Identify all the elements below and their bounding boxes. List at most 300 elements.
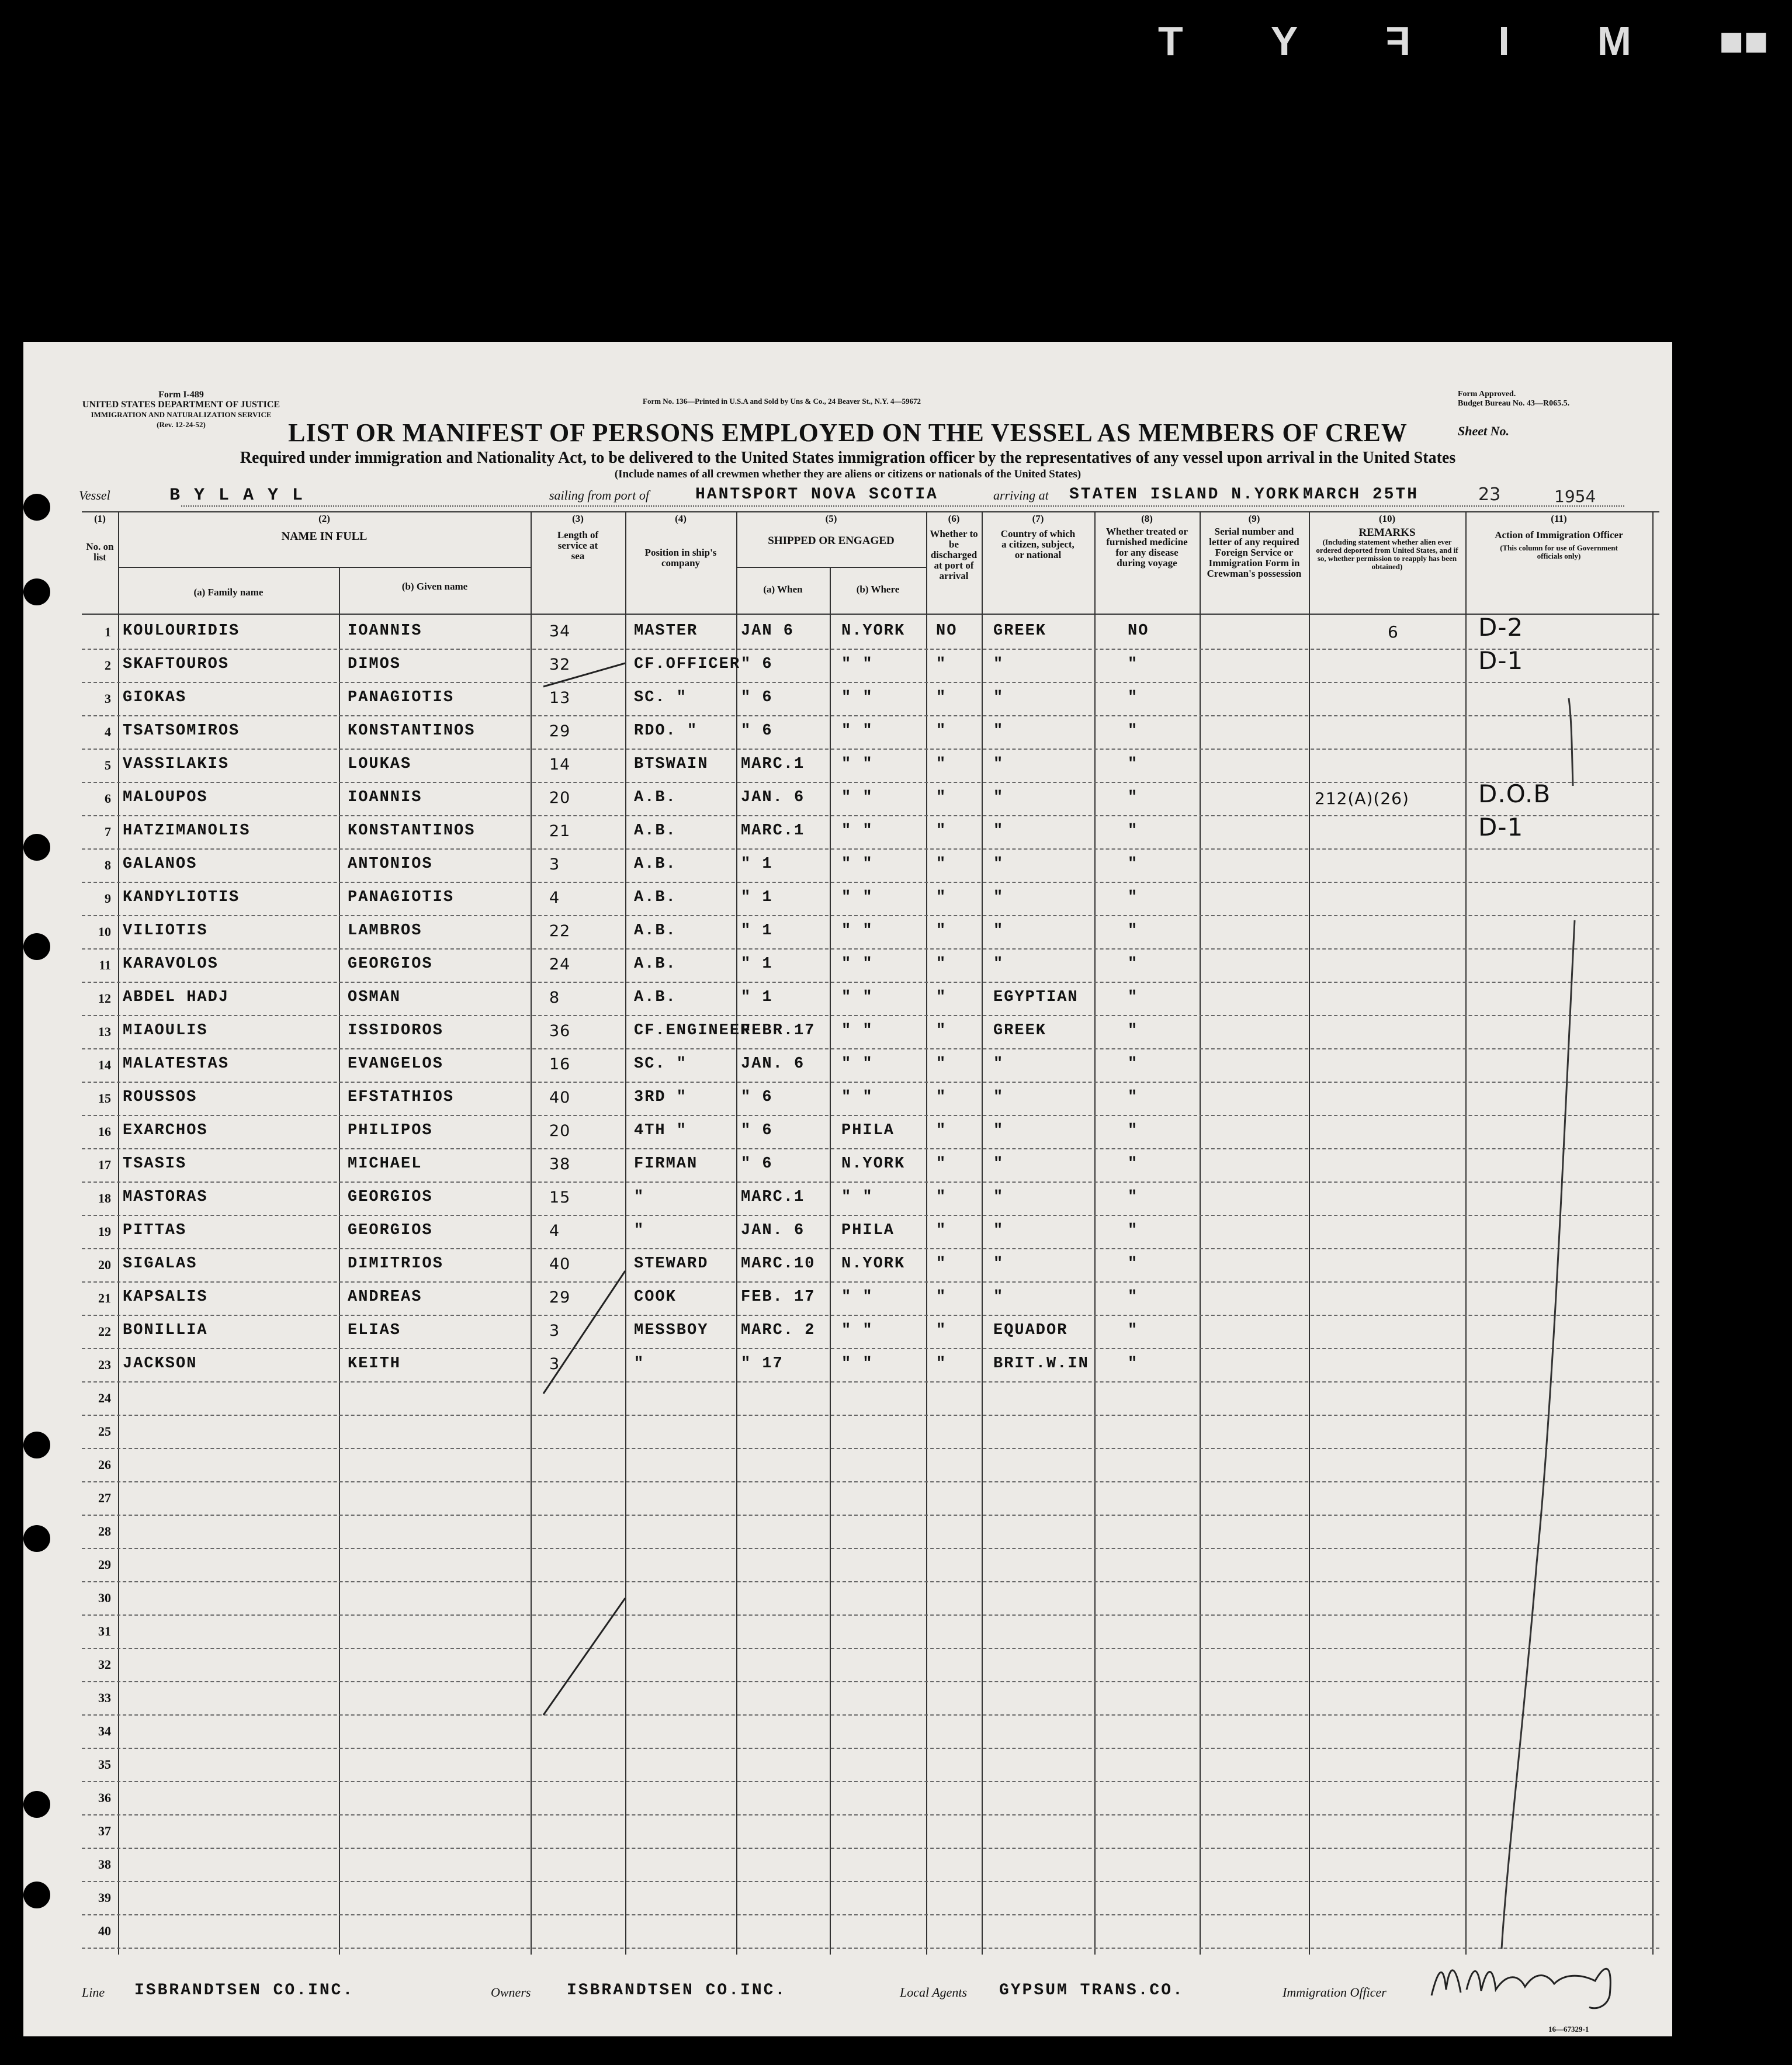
col-label: Action of Immigration Officer xyxy=(1495,529,1623,540)
cell-family: MIAOULIS xyxy=(123,1022,208,1040)
cell-country: EQUADOR xyxy=(993,1322,1068,1339)
cell-country: " xyxy=(993,889,1004,906)
row-number: 26 xyxy=(98,1457,111,1472)
cell-service: 3 xyxy=(549,855,560,874)
crew-table xyxy=(82,511,1659,1955)
cell-position: CF.ENGINEER xyxy=(634,1022,751,1040)
cell-given: ELIAS xyxy=(348,1322,401,1339)
cell-where: " " xyxy=(841,1288,874,1306)
cell-discharge: " xyxy=(936,855,947,873)
punch-hole xyxy=(23,494,50,521)
row-number: 6 xyxy=(105,791,111,806)
cell-treated: " xyxy=(1128,1189,1139,1206)
cell-discharge: " xyxy=(936,1222,947,1239)
punch-hole xyxy=(23,1791,50,1818)
cell-given: EFSTATHIOS xyxy=(348,1089,455,1106)
footer xyxy=(82,1978,1659,2007)
cell-when: MARC.1 xyxy=(741,822,805,840)
col-note: (This column for use of Government officials only) xyxy=(1500,543,1618,560)
line-value: ISBRANDTSEN CO.INC. xyxy=(134,1981,355,2000)
row-number: 23 xyxy=(98,1357,111,1372)
cell-remarks: 6 xyxy=(1388,622,1399,642)
cell-service: 34 xyxy=(549,622,571,640)
col-label: No. on list xyxy=(86,541,114,563)
cell-service: 8 xyxy=(549,989,560,1007)
voyage-underline xyxy=(181,505,1624,507)
officer-label: Immigration Officer xyxy=(1283,1985,1387,2000)
row-number: 40 xyxy=(98,1924,111,1938)
cell-country: " xyxy=(993,722,1004,740)
line-label: Line xyxy=(82,1985,105,2000)
row-number: 12 xyxy=(98,991,111,1006)
form-number: Form I-489 xyxy=(158,390,204,400)
cell-position: A.B. xyxy=(634,855,677,873)
cell-given: GEORGIOS xyxy=(348,1222,433,1239)
row-number: 20 xyxy=(98,1257,111,1272)
cell-position: BTSWAIN xyxy=(634,756,709,773)
cell-treated: " xyxy=(1128,1255,1139,1273)
col-num: (1) xyxy=(94,513,106,524)
cell-service: 20 xyxy=(549,789,571,807)
cell-given: OSMAN xyxy=(348,989,401,1006)
cell-where: " " xyxy=(841,1355,874,1373)
cell-country: " xyxy=(993,1189,1004,1206)
row-number: 25 xyxy=(98,1424,111,1439)
cell-family: JACKSON xyxy=(123,1355,197,1373)
cell-given: IOANNIS xyxy=(348,789,422,806)
cell-country: " xyxy=(993,756,1004,773)
cell-service: 20 xyxy=(549,1122,571,1140)
cell-service: 40 xyxy=(549,1089,571,1107)
cell-position: SC. " xyxy=(634,689,688,706)
row-number: 38 xyxy=(98,1857,111,1872)
cell-family: SKAFTOUROS xyxy=(123,656,230,673)
col-label: Country of which a citizen, subject, or national xyxy=(1000,528,1076,560)
row-number: 1 xyxy=(105,625,111,639)
cell-family: TSATSOMIROS xyxy=(123,722,240,740)
cell-family: MASTORAS xyxy=(123,1189,208,1206)
cell-position: " xyxy=(634,1355,645,1373)
cell-family: HATZIMANOLIS xyxy=(123,822,251,840)
cell-country: " xyxy=(993,922,1004,940)
cell-treated: " xyxy=(1128,822,1139,840)
cell-country: BRIT.W.IN xyxy=(993,1355,1089,1373)
row-number: 36 xyxy=(98,1790,111,1805)
cell-treated: NO xyxy=(1128,622,1149,640)
cell-treated: " xyxy=(1128,1355,1139,1373)
cell-treated: " xyxy=(1128,789,1139,806)
cell-treated: " xyxy=(1128,889,1139,906)
cell-service: 15 xyxy=(549,1189,571,1207)
row-number: 24 xyxy=(98,1391,111,1405)
cell-family: KANDYLIOTIS xyxy=(123,889,240,906)
form-subtitle-note: (Include names of all crewmen whether they are aliens or citizens or nationals of the United States) xyxy=(614,468,1082,480)
col-label: NAME IN FULL xyxy=(281,530,368,543)
row-number: 33 xyxy=(98,1690,111,1705)
service-strike xyxy=(543,1271,625,1394)
print-code: 16—67329-1 xyxy=(1548,2025,1589,2033)
film-mark: M xyxy=(1597,18,1632,64)
cell-treated: " xyxy=(1128,1022,1139,1040)
film-mark: I xyxy=(1498,18,1510,64)
cell-position: 4TH " xyxy=(634,1122,688,1139)
cell-given: LAMBROS xyxy=(348,922,422,940)
cell-discharge: " xyxy=(936,1355,947,1373)
cell-country: " xyxy=(993,1222,1004,1239)
cell-where: " " xyxy=(841,822,874,840)
cell-treated: " xyxy=(1128,1055,1139,1073)
col-label: SHIPPED OR ENGAGED xyxy=(768,535,895,547)
row-number: 11 xyxy=(99,958,111,972)
cell-family: SIGALAS xyxy=(123,1255,197,1273)
cell-discharge: " xyxy=(936,756,947,773)
cell-where: " " xyxy=(841,789,874,806)
row-number: 13 xyxy=(98,1024,111,1039)
row-number: 37 xyxy=(98,1824,111,1838)
cell-country: " xyxy=(993,955,1004,973)
cell-given: KONSTANTINOS xyxy=(348,722,476,740)
cell-given: GEORGIOS xyxy=(348,955,433,973)
cell-when: MARC. 2 xyxy=(741,1322,816,1339)
row-number: 19 xyxy=(98,1224,111,1239)
cell-position: A.B. xyxy=(634,889,677,906)
voyage-line xyxy=(23,481,1672,510)
row-number: 2 xyxy=(105,658,111,673)
cell-service: 4 xyxy=(549,1222,560,1240)
cell-treated: " xyxy=(1128,1322,1139,1339)
row-number: 4 xyxy=(105,725,111,739)
cell-position: A.B. xyxy=(634,922,677,940)
service-strike xyxy=(543,663,625,687)
cell-treated: " xyxy=(1128,1288,1139,1306)
col-num: (6) xyxy=(948,513,960,524)
cell-treated: " xyxy=(1128,922,1139,940)
film-mark: ■■ xyxy=(1719,18,1769,64)
cell-given: PANAGIOTIS xyxy=(348,689,455,706)
cell-service: 22 xyxy=(549,922,571,940)
action-tick xyxy=(1569,698,1573,786)
cell-country: EGYPTIAN xyxy=(993,989,1079,1006)
cell-where: " " xyxy=(841,722,874,740)
cell-where: " " xyxy=(841,1055,874,1073)
cell-when: JAN. 6 xyxy=(741,1222,805,1239)
row-number: 28 xyxy=(98,1524,111,1539)
col-label: Position in ship's company xyxy=(644,547,717,569)
cell-service: 38 xyxy=(549,1155,571,1173)
cell-given: DIMITRIOS xyxy=(348,1255,443,1273)
cell-when: JAN. 6 xyxy=(741,1055,805,1073)
punch-hole xyxy=(23,834,50,861)
cell-action: D-1 xyxy=(1478,813,1524,841)
cell-where: " " xyxy=(841,1022,874,1040)
col-sub-when: (a) When xyxy=(763,584,803,595)
cell-discharge: " xyxy=(936,955,947,973)
cell-service: 16 xyxy=(549,1055,571,1073)
cell-service: 40 xyxy=(549,1255,571,1273)
cell-country: " xyxy=(993,1055,1004,1073)
cell-discharge: NO xyxy=(936,622,958,640)
page-title: LIST OR MANIFEST OF PERSONS EMPLOYED ON THE VESSEL AS MEMBERS OF CREW xyxy=(288,418,1408,447)
cell-where: PHILA xyxy=(841,1222,895,1239)
row-number: 30 xyxy=(98,1591,111,1605)
cell-treated: " xyxy=(1128,689,1139,706)
approval-line-1: Form Approved. xyxy=(1458,390,1516,399)
cell-treated: " xyxy=(1128,989,1139,1006)
cell-family: BONILLIA xyxy=(123,1322,208,1339)
cell-discharge: " xyxy=(936,989,947,1006)
cell-country: " xyxy=(993,689,1004,706)
cell-position: RDO. " xyxy=(634,722,698,740)
film-mark: T xyxy=(1158,18,1184,64)
cell-family: KOULOURIDIS xyxy=(123,622,240,640)
row-number: 10 xyxy=(98,924,111,939)
cell-family: KARAVOLOS xyxy=(123,955,219,973)
approval-block xyxy=(1458,390,1569,408)
cell-discharge: " xyxy=(936,1255,947,1273)
cell-discharge: " xyxy=(936,722,947,740)
cell-when: FEBR.17 xyxy=(741,1022,816,1040)
cell-where: " " xyxy=(841,989,874,1006)
cell-when: " 6 xyxy=(741,1122,773,1139)
date-correction: 23 xyxy=(1478,484,1501,505)
cell-discharge: " xyxy=(936,689,947,706)
handwritten-strokes xyxy=(82,511,1659,1955)
cell-discharge: " xyxy=(936,1089,947,1106)
cell-country: " xyxy=(993,656,1004,673)
cell-discharge: " xyxy=(936,1055,947,1073)
vessel-label: Vessel xyxy=(79,488,110,503)
film-mark: Y xyxy=(1271,18,1298,64)
cell-service: 24 xyxy=(549,955,571,973)
cell-position: 3RD " xyxy=(634,1089,688,1106)
cell-when: " 6 xyxy=(741,689,773,706)
cell-given: GEORGIOS xyxy=(348,1189,433,1206)
cell-treated: " xyxy=(1128,855,1139,873)
cell-service: 36 xyxy=(549,1022,571,1040)
cell-country: " xyxy=(993,855,1004,873)
cell-where: " " xyxy=(841,955,874,973)
cell-where: " " xyxy=(841,689,874,706)
cell-service: 29 xyxy=(549,1288,571,1307)
cell-treated: " xyxy=(1128,955,1139,973)
cell-given: KONSTANTINOS xyxy=(348,822,476,840)
cell-position: MASTER xyxy=(634,622,698,640)
col-sub-where: (b) Where xyxy=(856,584,900,595)
cell-given: ANDREAS xyxy=(348,1288,422,1306)
cell-when: MARC.10 xyxy=(741,1255,816,1273)
cell-where: " " xyxy=(841,756,874,773)
port-to: STATEN ISLAND N.YORK. xyxy=(1069,486,1312,504)
row-number: 8 xyxy=(105,858,111,872)
arrival-year: 1954 xyxy=(1554,487,1596,506)
cell-when: JAN 6 xyxy=(741,622,795,640)
cell-position: STEWARD xyxy=(634,1255,709,1273)
cell-family: TSASIS xyxy=(123,1155,187,1173)
signature-stroke xyxy=(1431,1969,1610,2008)
cell-where: N.YORK xyxy=(841,622,906,640)
manifest-sheet xyxy=(23,342,1672,2036)
cell-when: MARC.1 xyxy=(741,1189,805,1206)
cell-position: COOK xyxy=(634,1288,677,1306)
cell-treated: " xyxy=(1128,1122,1139,1139)
row-number: 31 xyxy=(98,1624,111,1638)
action-column-line xyxy=(1502,920,1575,1949)
punch-hole xyxy=(23,1525,50,1552)
film-edge-marks xyxy=(1158,18,1769,64)
punch-hole xyxy=(23,1432,50,1458)
col-note: (Including statement whether alien ever ordered deported from United States, and if so, whether permission to reapply has been obtained) xyxy=(1316,538,1458,571)
cell-where: " " xyxy=(841,855,874,873)
arrival-date: MARCH 25TH xyxy=(1303,486,1419,504)
col-sub-given: (b) Given name xyxy=(401,581,468,592)
cell-service: 4 xyxy=(549,889,560,907)
cell-service: 21 xyxy=(549,822,571,840)
col-label: Length of service at sea xyxy=(557,529,599,562)
row-number: 27 xyxy=(98,1491,111,1505)
sailing-label: sailing from port of xyxy=(549,488,649,503)
cell-family: MALOUPOS xyxy=(123,789,208,806)
cell-discharge: " xyxy=(936,1022,947,1040)
col-label: Whether to be discharged at port of arrival xyxy=(930,528,978,581)
cell-discharge: " xyxy=(936,1122,947,1139)
cell-service: 3 xyxy=(549,1322,560,1340)
col-num: (2) xyxy=(318,513,330,524)
film-mark: F xyxy=(1385,18,1411,64)
col-num: (4) xyxy=(675,513,687,524)
cell-family: MALATESTAS xyxy=(123,1055,230,1073)
cell-country: " xyxy=(993,1255,1004,1273)
cell-when: MARC.1 xyxy=(741,756,805,773)
cell-when: " 6 xyxy=(741,656,773,673)
cell-service: 29 xyxy=(549,722,571,740)
vessel-name: B Y L A Y L xyxy=(169,486,305,505)
row-number: 32 xyxy=(98,1657,111,1672)
arriving-label: arriving at xyxy=(993,488,1049,503)
cell-treated: " xyxy=(1128,1089,1139,1106)
agents-label: Local Agents xyxy=(900,1985,968,2000)
cell-country: " xyxy=(993,1155,1004,1173)
cell-when: " 1 xyxy=(741,955,773,973)
cell-when: " 6 xyxy=(741,722,773,740)
row-number: 29 xyxy=(98,1557,111,1572)
cell-discharge: " xyxy=(936,922,947,940)
col-label: REMARKS xyxy=(1358,526,1416,539)
department-line-2: IMMIGRATION AND NATURALIZATION SERVICE xyxy=(91,410,272,419)
col-num: (9) xyxy=(1248,513,1260,524)
cell-given: EVANGELOS xyxy=(348,1055,443,1073)
cell-given: ANTONIOS xyxy=(348,855,433,873)
cell-country: " xyxy=(993,1089,1004,1106)
punch-hole xyxy=(23,1882,50,1908)
cell-given: ISSIDOROS xyxy=(348,1022,443,1040)
row-number: 9 xyxy=(105,891,111,906)
cell-when: " 17 xyxy=(741,1355,784,1373)
cell-action: D-1 xyxy=(1478,646,1524,675)
cell-action: D.O.B xyxy=(1478,779,1551,808)
col-num: (11) xyxy=(1551,513,1567,524)
cell-treated: " xyxy=(1128,1155,1139,1173)
cell-position: A.B. xyxy=(634,989,677,1006)
cell-position: MESSBOY xyxy=(634,1322,709,1339)
cell-where: " " xyxy=(841,889,874,906)
cell-service: 14 xyxy=(549,756,571,774)
cell-action: D-2 xyxy=(1478,613,1524,642)
cell-service: 32 xyxy=(549,656,571,674)
col-label: Serial number and letter of any required Foreign Service or Immigration Form in Crewman's possession xyxy=(1207,526,1302,579)
cell-position: A.B. xyxy=(634,789,677,806)
cell-position: CF.OFFICER xyxy=(634,656,741,673)
owners-label: Owners xyxy=(491,1985,531,2000)
cell-when: " 6 xyxy=(741,1155,773,1173)
cell-family: ROUSSOS xyxy=(123,1089,197,1106)
cell-service: 3 xyxy=(549,1355,560,1373)
cell-given: KEITH xyxy=(348,1355,401,1373)
cell-where: " " xyxy=(841,1322,874,1339)
cell-family: KAPSALIS xyxy=(123,1288,208,1306)
cell-treated: " xyxy=(1128,1222,1139,1239)
cell-family: ABDEL HADJ xyxy=(123,989,230,1006)
row-number: 14 xyxy=(98,1058,111,1072)
cell-family: EXARCHOS xyxy=(123,1122,208,1139)
cell-position: " xyxy=(634,1222,645,1239)
row-number: 22 xyxy=(98,1324,111,1339)
cell-where: N.YORK xyxy=(841,1155,906,1173)
cell-given: IOANNIS xyxy=(348,622,422,640)
cell-when: " 1 xyxy=(741,889,773,906)
cell-where: " " xyxy=(841,656,874,673)
cell-family: VILIOTIS xyxy=(123,922,208,940)
cell-discharge: " xyxy=(936,789,947,806)
cell-position: FIRMAN xyxy=(634,1155,698,1173)
cell-country: " xyxy=(993,822,1004,840)
approval-line-2: Budget Bureau No. 43—R065.5. xyxy=(1458,399,1570,408)
cell-when: FEB. 17 xyxy=(741,1288,816,1306)
cell-when: " 6 xyxy=(741,1089,773,1106)
cell-country: " xyxy=(993,1288,1004,1306)
officer-signature xyxy=(1420,1949,1630,2013)
row-number: 3 xyxy=(105,691,111,706)
cell-service: 13 xyxy=(549,689,571,707)
printer-note: Form No. 136—Printed in U.S.A and Sold by Uns & Co., 24 Beaver St., N.Y. 4—59672 xyxy=(643,397,921,406)
cell-given: PHILIPOS xyxy=(348,1122,433,1139)
row-number: 21 xyxy=(98,1291,111,1305)
cell-where: PHILA xyxy=(841,1122,895,1139)
row-number: 7 xyxy=(105,824,111,839)
cell-given: LOUKAS xyxy=(348,756,412,773)
col-num: (5) xyxy=(825,513,837,524)
row-number: 17 xyxy=(98,1158,111,1172)
form-subtitle: Required under immigration and Nationality Act, to be delivered to the United States immigration officer by the representatives of any vessel upon arrival in the United States xyxy=(240,449,1456,467)
cell-discharge: " xyxy=(936,1189,947,1206)
owners-value: ISBRANDTSEN CO.INC. xyxy=(567,1981,787,2000)
department-line-1: UNITED STATES DEPARTMENT OF JUSTICE xyxy=(82,400,280,410)
cell-country: GREEK xyxy=(993,622,1047,640)
cell-where: " " xyxy=(841,1089,874,1106)
cell-discharge: " xyxy=(936,656,947,673)
port-from: HANTSPORT NOVA SCOTIA xyxy=(695,486,938,504)
cell-when: " 1 xyxy=(741,855,773,873)
row-number: 5 xyxy=(105,758,111,772)
service-strike xyxy=(543,1598,625,1715)
cell-discharge: " xyxy=(936,1155,947,1173)
cell-position: SC. " xyxy=(634,1055,688,1073)
cell-discharge: " xyxy=(936,1288,947,1306)
cell-position: A.B. xyxy=(634,955,677,973)
cell-family: PITTAS xyxy=(123,1222,187,1239)
col-label: Whether treated or furnished medicine for any disease during voyage xyxy=(1105,526,1188,569)
cell-remarks: 212(A)(26) xyxy=(1315,789,1409,808)
col-sub-family: (a) Family name xyxy=(193,587,264,598)
